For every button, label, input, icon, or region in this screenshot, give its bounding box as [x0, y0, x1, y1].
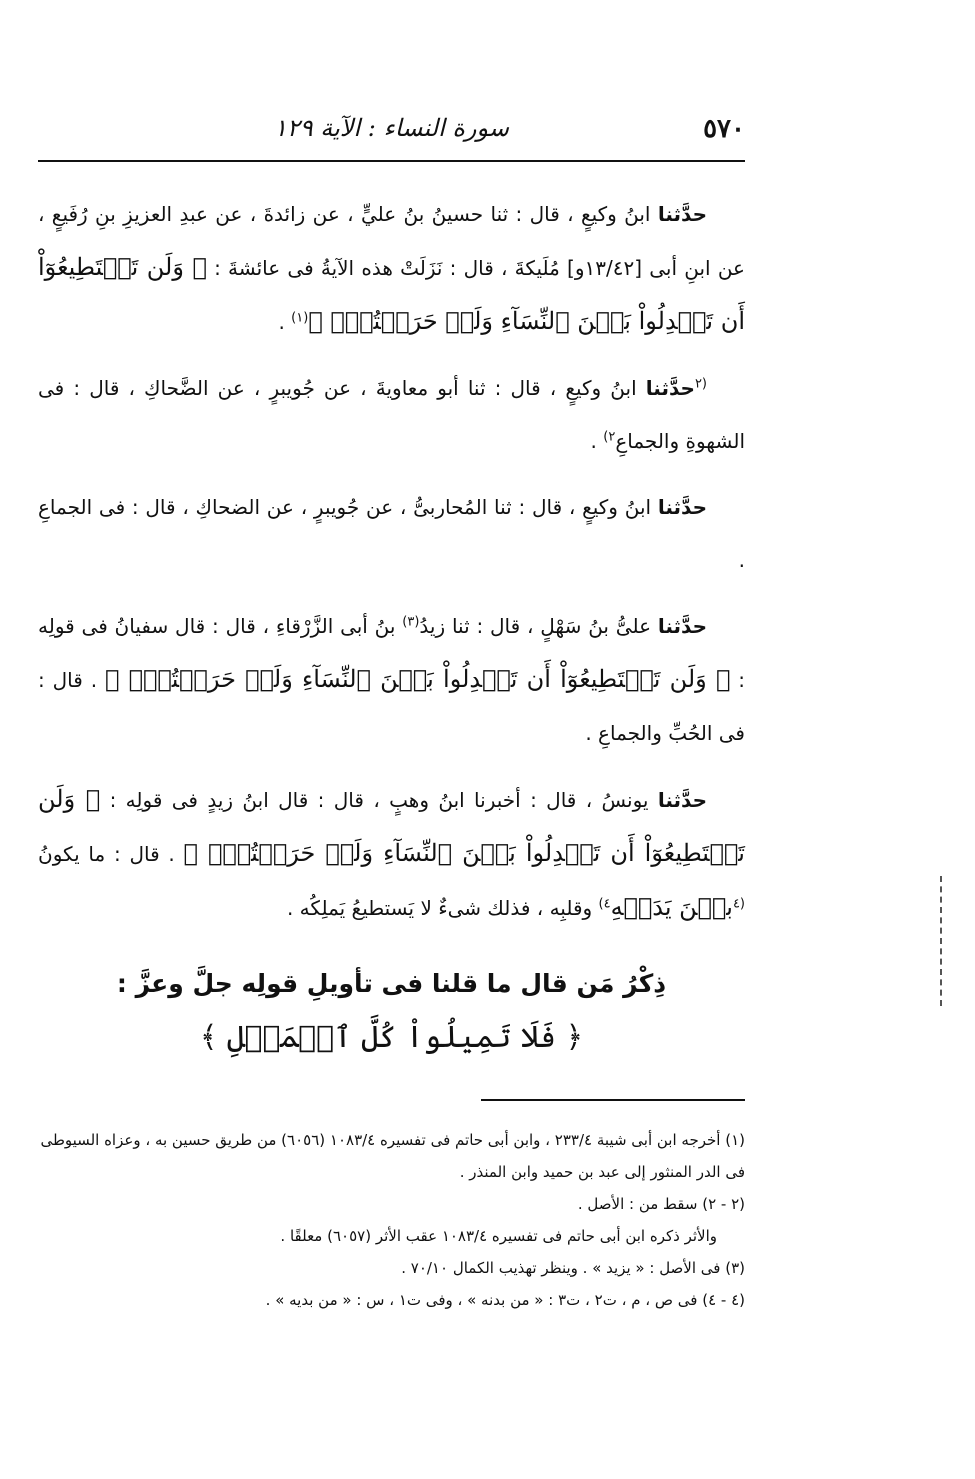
narration-text: . قال : ما يكونُ — [38, 842, 184, 866]
narration-text: . — [590, 429, 604, 453]
quran-phrase: بيۡنَ يَدَيۡهِ — [610, 893, 733, 921]
narration-lead: حدَّثنا — [657, 614, 707, 638]
main-text — [38, 188, 745, 948]
header-rule — [38, 160, 745, 162]
hadith-paragraph-1 — [38, 188, 745, 349]
section-heading — [38, 958, 745, 1066]
footnote-2-note: والأثر ذكره ابن أبى حاتم فى تفسيره ١٠٨٣/٤ عقب الأثر (٦٠٥٧) معلقًا . — [280, 1227, 717, 1245]
page-number: ٥٧٠ — [703, 114, 745, 144]
narration-text: بنُ أبى الزَّرْقاءِ ، قال : قال سفيانُ فى قولِه : — [38, 614, 745, 692]
narration-text: . قال : فى الحُبِّ والجماعِ . — [38, 668, 745, 745]
section-heading-title: ذِكْرُ مَن قال ما قلنا فى تأويلِ قولِه جلَّ وعزَّ : — [116, 969, 667, 998]
narration-text: . — [278, 310, 292, 334]
hadith-paragraph-3 — [38, 481, 745, 587]
narration-lead: حدَّثنا — [657, 495, 707, 519]
footnote-separator — [481, 1099, 745, 1101]
narration-lead: حدَّثنا — [657, 202, 707, 226]
section-heading-verse: ﴿ فَلَا تَمِيلُواْ كُلَّ ٱلۡمَيۡلِ ﴾ — [199, 1020, 584, 1055]
footnote-ref: (١) — [291, 310, 309, 326]
narration-text: ابنُ وكيعٍ ، قال : ثنا حسينُ بنُ عليٍّ ، عن زائدةَ ، عن عبدِ العزيزِ بنِ رُفَيعٍ ، عن ابنِ أبى [١٣/٤٢و] مُلَيكةَ ، قال : نَزَلَتْ هذه الآيةُ فى عائشةَ : — [38, 202, 745, 280]
narration-text: وقلبِه ، فذلك شىءٌ لا يَستطيعُ يَملِكُه . — [286, 896, 599, 920]
hadith-paragraph-2 — [38, 362, 745, 468]
quran-verse: ﴿ وَلَن تَسۡتَطِيعُوٓاْ أَن تَعۡدِلُواْ بَيۡنَ ٱلنِّسَآءِ وَلَوۡ حَرَصۡتُمۡۖ ﴾ — [38, 253, 745, 335]
footnote-4: (٤ - ٤) فى ص ، م ، ت٢ ، ت٣ : « من بدنه » ، وفى ت١ ، س : « من بديه » . — [265, 1291, 745, 1309]
footnote-3: (٣) فى الأصل : « يزيد » . وينظر تهذيب الكمال ٧٠/١٠ . — [401, 1259, 745, 1277]
running-title: سورة النساء : الآية ١٢٩ — [273, 114, 510, 142]
footnote-ref: ٢) — [603, 429, 616, 445]
footnote-ref: (٣) — [402, 614, 420, 630]
footnote-ref: (٢ — [694, 376, 707, 392]
quran-verse: ﴿ وَلَن تَسۡتَطِيعُوٓاْ أَن تَعۡدِلُواْ بَيۡنَ ٱلنِّسَآءِ وَلَوۡ حَرَصۡتُمۡۖ ﴾ — [38, 785, 745, 867]
narration-lead: حدَّثنا — [657, 788, 708, 812]
narration-text: يونسُ ، قال : أخبرنا ابنُ وهبٍ ، قال : قال ابنُ زيدٍ فى قولِه : — [100, 788, 658, 812]
narration-text: ابنُ وكيعٍ ، قال : ثنا المُحاربىُّ ، عن جُويبرٍ ، عن الضحاكِ ، قال : فى الجماعِ . — [38, 495, 745, 572]
footnote-ref: (٤ — [732, 896, 745, 912]
page-header — [38, 108, 745, 156]
hadith-paragraph-4 — [38, 600, 745, 760]
quran-verse: ﴿ وَلَن تَسۡتَطِيعُوٓاْ أَن تَعۡدِلُواْ بَيۡنَ ٱلنِّسَآءِ وَلَوۡ حَرَصۡتُمۡۖ ﴾ — [105, 665, 731, 693]
footnotes — [38, 1124, 745, 1316]
footnote-ref: ٤) — [598, 896, 611, 912]
margin-scan-mark — [940, 876, 942, 1006]
narration-text: علىُّ بنُ سَهْلٍ ، قال : ثنا زيدُ — [419, 614, 658, 638]
footnote-1: (١) أخرجه ابن أبى شيبة ٢٣٣/٤ ، وابن أبى حاتم فى تفسيره ١٠٨٣/٤ (٦٠٥٦) من طريق حسين به ، وعزاه السيوطى فى الدر المنثور إلى عبد بن حميد وابن المنذر . — [40, 1131, 745, 1181]
hadith-paragraph-5 — [38, 773, 745, 935]
footnote-2: (٢ - ٢) سقط من : الأصل . — [577, 1195, 745, 1213]
narration-text: ابنُ وكيعٍ ، قال : ثنا أبو معاويةَ ، عن جُويبرٍ ، عن الضَّحاكِ ، قال : فى الشهوةِ والجماعِ — [38, 376, 745, 453]
narration-lead: حدَّثنا — [645, 376, 695, 400]
